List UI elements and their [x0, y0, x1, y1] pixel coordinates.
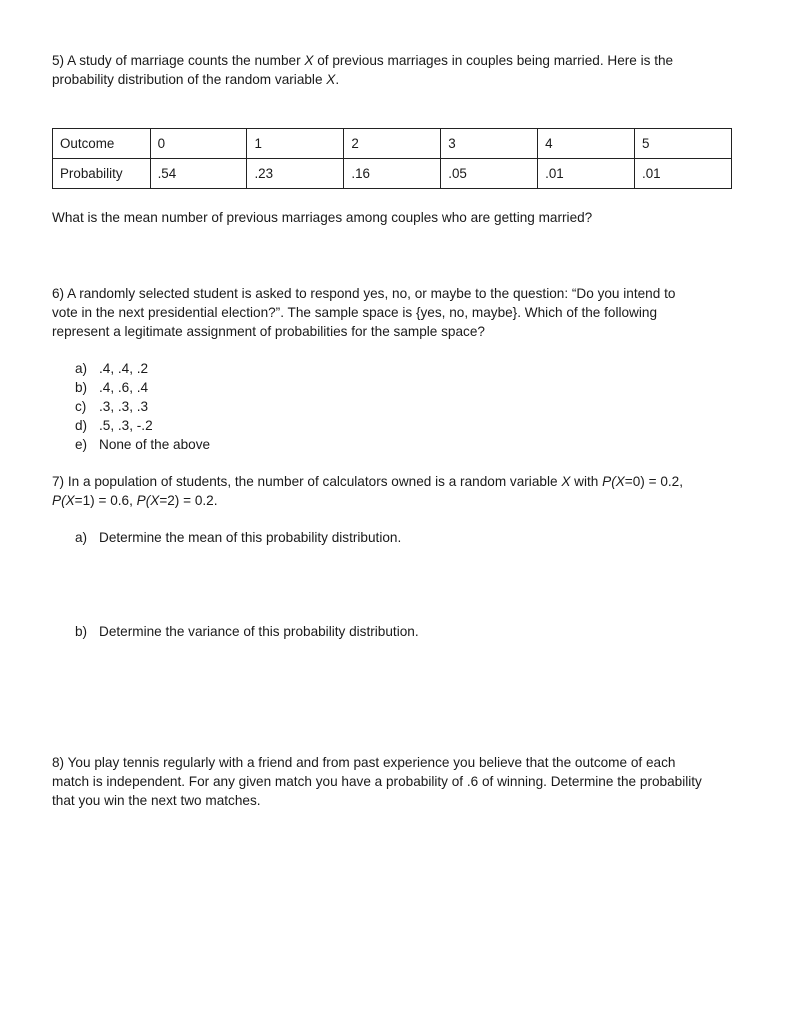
- option-c: [75, 397, 148, 416]
- text-line: 8) You play tennis regularly with a friend and from past experience you believe that the outcome of each: [52, 755, 676, 770]
- text-line: represent a legitimate assignment of probabilities for the sample space?: [52, 324, 485, 339]
- table-cell: .01: [538, 159, 635, 189]
- probability-notation: P(X: [602, 474, 625, 489]
- option-letter: b): [75, 380, 88, 395]
- probability-notation: P(X: [136, 493, 160, 508]
- text: .: [335, 72, 340, 87]
- question-7-prompt: [52, 472, 742, 510]
- option-text: .3, .3, .3: [99, 399, 149, 414]
- option-text: .5, .3, -.2: [99, 418, 153, 433]
- text: of previous marriages in couples being married. Here is the: [313, 53, 674, 68]
- table-cell: .01: [635, 159, 732, 189]
- probability-distribution-table: [52, 128, 732, 189]
- table-cell: 4: [538, 129, 635, 159]
- text: 7) In a population of students, the number of calculators owned is a random variable: [52, 474, 562, 489]
- table-cell: .16: [344, 159, 441, 189]
- option-d: [75, 416, 153, 435]
- question-7-part-b: [75, 622, 419, 641]
- table-cell: 2: [344, 129, 441, 159]
- variable-x: X: [326, 72, 336, 87]
- option-letter: d): [75, 418, 88, 433]
- table-cell: .05: [441, 159, 538, 189]
- option-a: [75, 359, 148, 378]
- table-row-probability: [53, 159, 732, 189]
- text: 5) A study of marriage counts the number: [52, 53, 305, 68]
- question-5-question: What is the mean number of previous marriages among couples who are getting married?: [52, 210, 593, 225]
- option-letter: a): [75, 361, 88, 376]
- option-e: [75, 435, 210, 454]
- text: probability distribution of the random variable: [52, 72, 327, 87]
- text: with: [570, 474, 603, 489]
- option-letter: e): [75, 437, 88, 452]
- option-letter: c): [75, 399, 87, 414]
- question-7-part-a: [75, 528, 401, 547]
- text: =2) = 0.2.: [159, 493, 218, 508]
- table-cell: 3: [441, 129, 538, 159]
- question-8-prompt: [52, 753, 742, 810]
- question-5-prompt: [52, 51, 742, 89]
- part-letter: b): [75, 624, 88, 639]
- table-cell: 5: [635, 129, 732, 159]
- option-text: .4, .4, .2: [99, 361, 149, 376]
- table-row-outcome: [53, 129, 732, 159]
- text-line: match is independent. For any given match you have a probability of .6 of winning. Determine the probability: [52, 774, 702, 789]
- text: =1) = 0.6,: [74, 493, 137, 508]
- text-line: vote in the next presidential election?”. The sample space is {yes, no, maybe}. Which of the following: [52, 305, 658, 320]
- variable-x: X: [304, 53, 314, 68]
- text: =0) = 0.2,: [624, 474, 683, 489]
- table-cell: .54: [150, 159, 247, 189]
- part-letter: a): [75, 530, 88, 545]
- row-header: Outcome: [53, 129, 151, 159]
- part-text: Determine the mean of this probability distribution.: [99, 530, 402, 545]
- table-cell: 0: [150, 129, 247, 159]
- option-text: None of the above: [99, 437, 211, 452]
- table-cell: .23: [247, 159, 344, 189]
- table-cell: 1: [247, 129, 344, 159]
- part-text: Determine the variance of this probability distribution.: [99, 624, 419, 639]
- probability-notation: P(X: [52, 493, 75, 508]
- variable-x: X: [561, 474, 571, 489]
- text-line: that you win the next two matches.: [52, 793, 261, 808]
- row-header: Probability: [53, 159, 151, 189]
- option-b: [75, 378, 148, 397]
- option-text: .4, .6, .4: [99, 380, 149, 395]
- text-line: 6) A randomly selected student is asked to respond yes, no, or maybe to the question: “Do you intend to: [52, 286, 676, 301]
- question-6-prompt: [52, 284, 742, 341]
